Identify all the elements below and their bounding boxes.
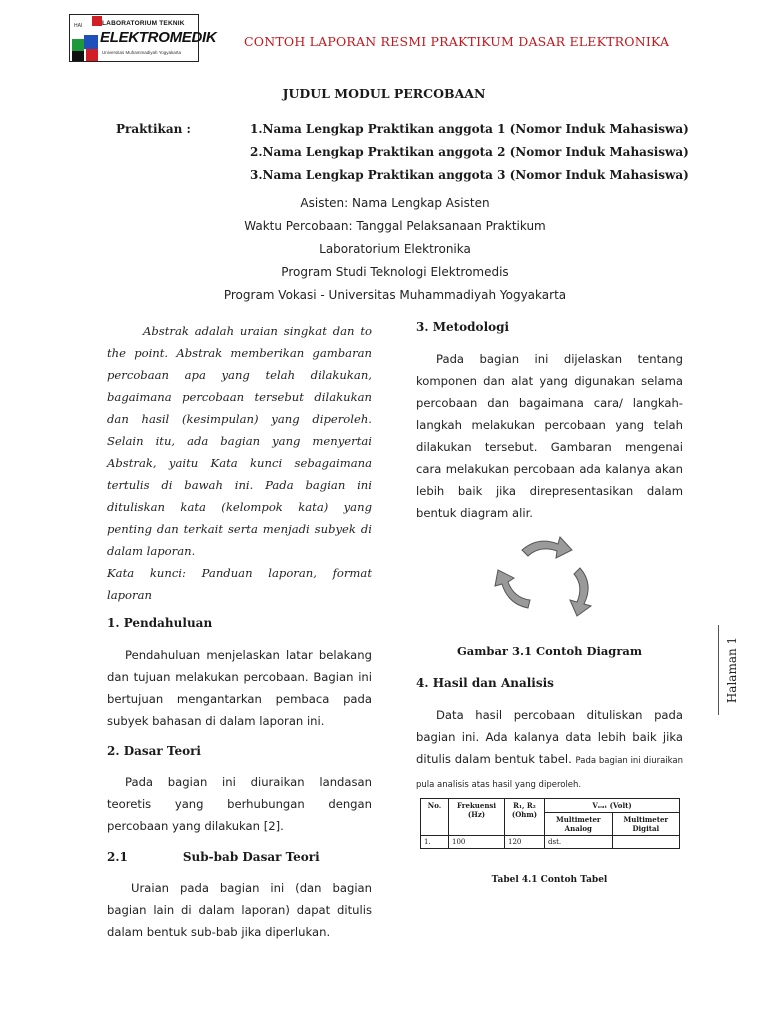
abstract-text: Abstrak adalah uraian singkat dan to the point. Abstrak memberikan gambaran percobaan apa yang telah dilakukan, bagaimana percobaan tersebut dilakukan dan hasil (kesimpulan) yang diperoleh. Selain itu, ada bagian yang menyertai Abstrak, yaitu Kata kunci sebagaimana tertulis di bawah ini. Pada bagian ini dituliskan kata (kelompok kata) yang penting dan terkait serta menjadi subyek di dalam laporan. (107, 324, 372, 558)
logo-line-2: ELEKTROMEDIK (100, 29, 217, 46)
logo-black-block (72, 51, 84, 61)
figure-caption: Gambar 3.1 Contoh Diagram (456, 644, 643, 658)
member-2: 2.Nama Lengkap Praktikan anggota 2 (Nomor Induk Mahasiswa) (250, 145, 689, 159)
section-2-title: 2. Dasar Teori (107, 744, 201, 758)
table-cell: 100 (449, 836, 505, 849)
arrow-right-icon (570, 568, 591, 616)
table-header-no: No. (421, 799, 449, 836)
table-cell (612, 836, 679, 849)
section-4-body: Data hasil percobaan dituliskan pada bagian ini. Ada kalanya data lebih baik jika ditulis dalam bentuk tabel. (416, 708, 683, 766)
page-label (722, 636, 742, 704)
section-1-text: Pendahuluan menjelaskan latar belakang dan tujuan melakukan percobaan. Bagian ini bertujuan mengantarkan pembaca pada subyek bahasan di dalam laporan ini. (107, 648, 372, 728)
logo-red-block (92, 16, 102, 26)
table-cell: 1. (421, 836, 449, 849)
right-column (416, 320, 683, 524)
assistant-line: Asisten: Nama Lengkap Asisten (300, 196, 490, 210)
table-cell: dst. (545, 836, 613, 849)
section-2-1-title: Sub-bab Dasar Teori (182, 850, 320, 864)
header-title: CONTOH LAPORAN RESMI PRAKTIKUM DASAR ELEKTRONIKA (244, 34, 670, 49)
section-2-1-number: 2.1 (107, 850, 128, 864)
table-cell: 120 (505, 836, 545, 849)
keywords-text: Kata kunci: Panduan laporan, format laporan (107, 566, 372, 602)
section-4-small: Pada bagian ini diuraikan pula analisis atas hasil yang diperoleh. (416, 756, 684, 790)
section-2-text: Pada bagian ini diuraikan landasan teoretis yang berhubungan dengan percobaan yang dilakukan [2]. (107, 775, 372, 833)
section-3-title: 3. Metodologi (416, 320, 510, 334)
cycle-diagram (480, 528, 640, 618)
member-1: 1.Nama Lengkap Praktikan anggota 1 (Nomor Induk Mahasiswa) (250, 122, 689, 136)
table-row (421, 836, 680, 849)
member-3: 3.Nama Lengkap Praktikan anggota 3 (Nomor Induk Mahasiswa) (250, 168, 689, 182)
table-header-analog: Multimeter Analog (545, 813, 613, 836)
section-4-text (416, 704, 683, 796)
section-4-title: 4. Hasil dan Analisis (416, 676, 554, 690)
side-rule (718, 625, 719, 715)
section-2-1-text: Uraian pada bagian ini (dan bagian bagian lain di dalam laporan) dapat ditulis dalam bentuk sub-bab jika diperlukan. (107, 881, 372, 939)
section-2-1-heading (107, 850, 372, 864)
right-column-lower (416, 676, 683, 796)
left-column (107, 320, 372, 943)
university-line: Program Vokasi - Universitas Muhammadiyah Yogyakarta (223, 288, 567, 302)
lab-logo (69, 14, 217, 62)
logo-line-1: LABORATORIUM TEKNIK (102, 20, 185, 27)
lab-line: Laboratorium Elektronika (319, 242, 471, 256)
arrow-top-icon (522, 537, 572, 558)
date-line: Waktu Percobaan: Tanggal Pelaksanaan Praktikum (244, 219, 546, 233)
section-3-text: Pada bagian ini dijelaskan tentang komponen dan alat yang digunakan selama percobaan dan bagaimana cara/ langkah-langkah melakukan percobaan yang telah dilakukan tersebut. Gambaran mengenai cara melakukan percobaan ada kalanya akan lebih baik jika direpresentasikan dalam bentuk diagram alir. (416, 352, 683, 520)
logo-blue-block (84, 35, 98, 49)
table-header-digital: Multimeter Digital (612, 813, 679, 836)
table-caption: Tabel 4.1 Contoh Tabel (491, 875, 608, 885)
table-header-resistance: R₁, R₂ (Ohm) (505, 799, 545, 836)
logo-tag: HAI (74, 23, 83, 29)
results-table (420, 798, 680, 849)
logo-red-block-2 (86, 49, 98, 61)
program-line: Program Studi Teknologi Elektromedis (281, 265, 509, 279)
section-1-title: 1. Pendahuluan (107, 616, 213, 630)
document-title: JUDUL MODUL PERCOBAAN (282, 86, 486, 101)
table-header-voltage: Vₒᵤₜ (Volt) (545, 799, 680, 813)
table-header-frequency: Frekuensi (Hz) (449, 799, 505, 836)
arrow-left-icon (495, 570, 530, 608)
logo-green-block (72, 39, 84, 51)
praktikan-label: Praktikan : (116, 122, 191, 136)
logo-line-3: Universitas Muhammadiyah Yogyakarta (102, 50, 182, 55)
page-label-text: Halaman 1 (725, 636, 739, 704)
